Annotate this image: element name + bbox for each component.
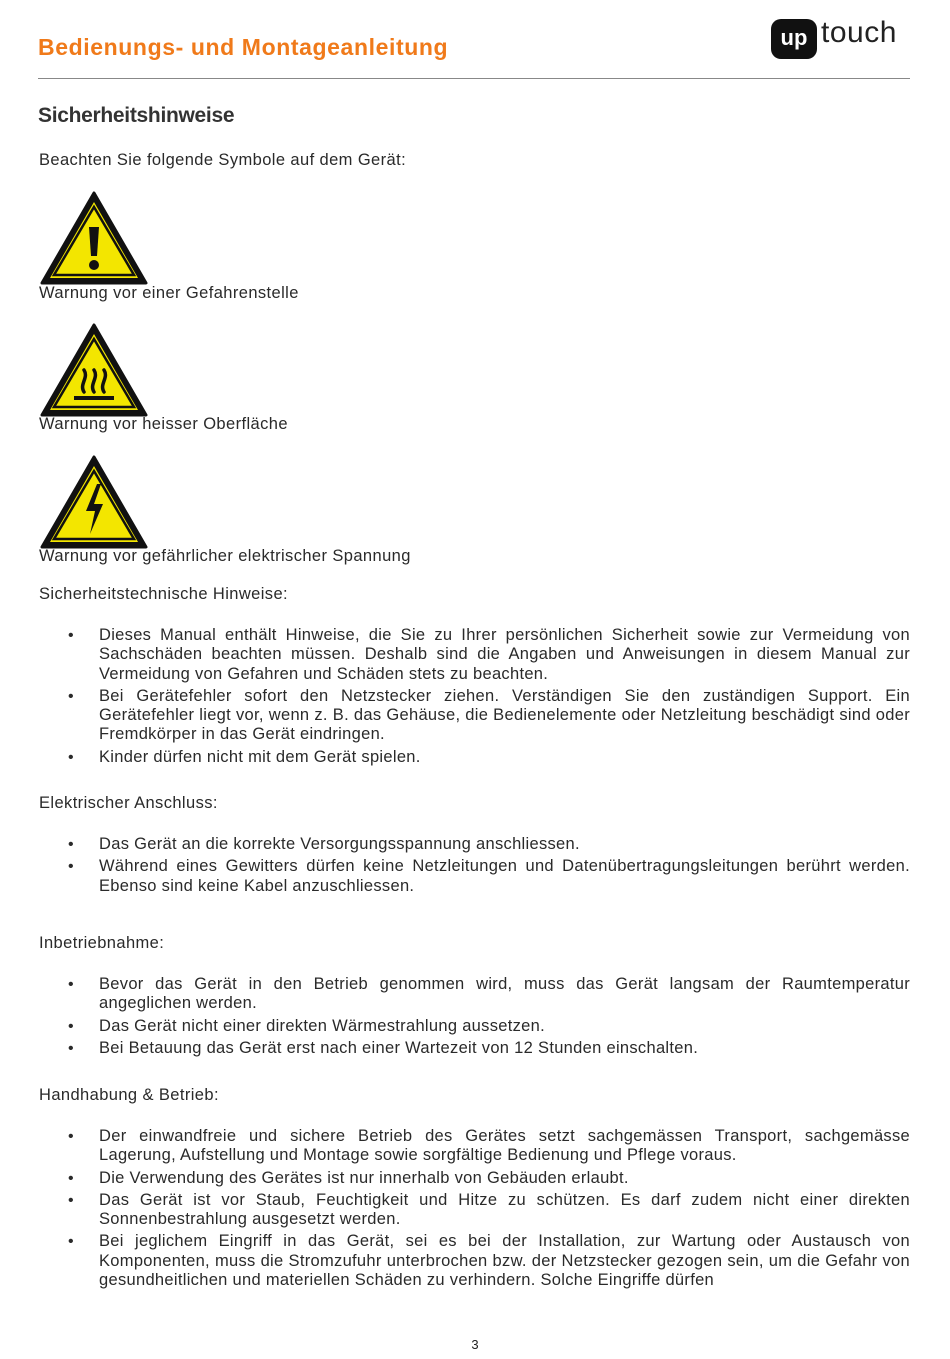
symbol-caption: Warnung vor heisser Oberfläche: [39, 415, 288, 433]
list-item: • Die Verwendung des Gerätes ist nur innerhalb von Gebäuden erlaubt.: [68, 1168, 629, 1187]
general-warning-icon: [39, 190, 149, 286]
list-item: • Das Gerät an die korrekte Versorgungsspannung anschliessen.: [68, 835, 580, 853]
list-item: • Der einwandfreie und sichere Betrieb des Gerätes setzt sachgemässen Transport, sachgemässe Lagerung, Aufstellung und Montage sowie sorgfältige Bedienung und Pflege voraus.: [68, 1127, 910, 1165]
handling-list: [64, 1127, 910, 1293]
electrical-heading: Elektrischer Anschluss:: [39, 794, 218, 812]
list-item: • Das Gerät nicht einer direkten Wärmestrahlung aussetzen.: [68, 1016, 546, 1035]
section-title: Sicherheitshinweise: [38, 104, 235, 127]
document-title: Bedienungs- und Montageanleitung: [38, 34, 449, 60]
handling-heading: Handhabung & Betrieb:: [39, 1086, 219, 1104]
list-item: • Kinder dürfen nicht mit dem Gerät spielen.: [68, 747, 421, 766]
commissioning-list: [64, 975, 910, 1061]
logo-badge: up: [771, 19, 817, 59]
list-item: • Bei Betauung das Gerät erst nach einer Wartezeit von 12 Stunden einschalten.: [68, 1038, 699, 1057]
symbol-caption: Warnung vor gefährlicher elektrischer Spannung: [39, 547, 411, 565]
list-item: • Während eines Gewitters dürfen keine Netzleitungen und Datenübertragungsleitungen berührt werden. Ebenso sind keine Kabel anzuschliessen.: [68, 857, 910, 895]
header-divider: [38, 78, 910, 79]
list-item: • Bei Gerätefehler sofort den Netzstecker ziehen. Verständigen Sie den zuständigen Support. Ein Gerätefehler liegt vor, wenn z. B. das Gehäuse, die Bedienelemente oder Netzleitung beschädigt sind oder Fremdkörper in das Gerät eindringen.: [68, 686, 910, 744]
commissioning-heading: Inbetriebnahme:: [39, 934, 165, 952]
logo-wordmark: touch: [821, 16, 897, 49]
electrical-voltage-warning-icon: [39, 454, 149, 550]
intro-text: Beachten Sie folgende Symbole auf dem Gerät:: [39, 151, 407, 169]
list-item: • Bei jeglichem Eingriff in das Gerät, sei es bei der Installation, zur Wartung oder Austausch von Komponenten, muss die Stromzufuhr unterbrochen bzw. der Netzstecker gezogen sein, um die Gefahr von gesundheitlichen und materiellen Schäden zu verhindern. Solche Eingriffe dürfen: [68, 1232, 910, 1290]
list-item: • Bevor das Gerät in den Betrieb genommen wird, muss das Gerät langsam der Raumtemperatur angeglichen werden.: [68, 975, 910, 1013]
safety-heading: Sicherheitstechnische Hinweise:: [39, 585, 289, 603]
brand-logo: [771, 18, 911, 62]
electrical-list: [64, 835, 910, 899]
page-number: 3: [471, 1337, 479, 1352]
hot-surface-warning-icon: [39, 322, 149, 418]
symbol-caption: Warnung vor einer Gefahrenstelle: [39, 284, 299, 302]
list-item: • Dieses Manual enthält Hinweise, die Sie zu Ihrer persönlichen Sicherheit sowie zur Vermeidung von Sachschäden beachten müssen. Deshalb sind die Angaben und Anweisungen in diesem Manual zur Vermeidung von Gefahren und Schäden stets zu beachten.: [68, 626, 910, 683]
list-item: • Das Gerät ist vor Staub, Feuchtigkeit und Hitze zu schützen. Es darf zudem nicht einer direkten Sonnenbestrahlung ausgesetzt werden.: [68, 1190, 910, 1229]
safety-list: [64, 626, 910, 770]
